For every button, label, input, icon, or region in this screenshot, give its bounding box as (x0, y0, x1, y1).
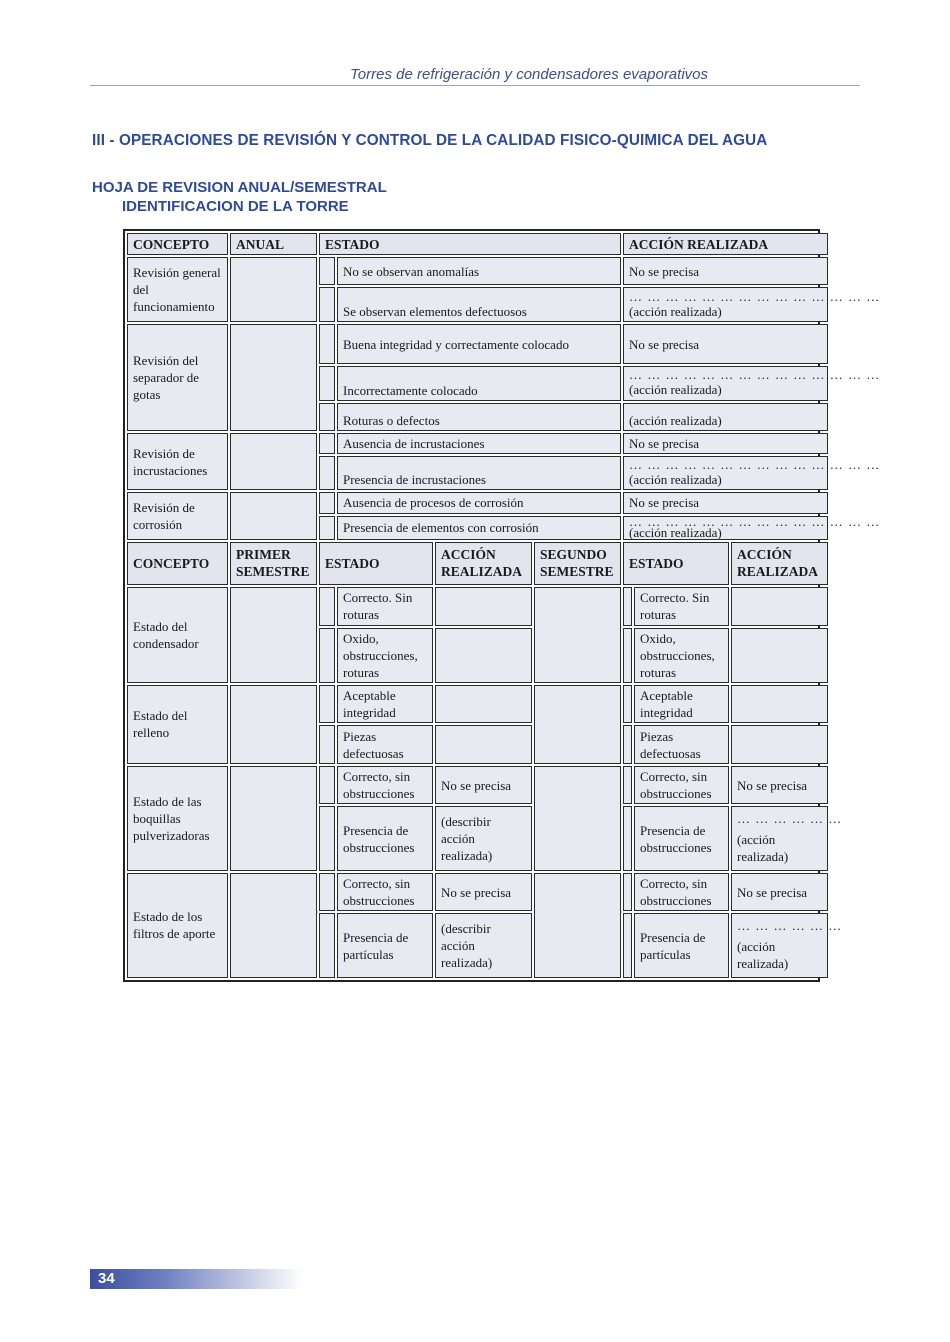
concept-cell: Revisión de corrosión (127, 492, 228, 539)
dotted-line: … … … … … … (737, 918, 843, 934)
accion1-cell[interactable] (435, 628, 532, 684)
estado2-cell: Correcto, sin obstrucciones (634, 766, 729, 804)
estado1-cell: Presencia de obstrucciones (337, 806, 433, 871)
segundo-semestre-cell[interactable] (534, 587, 621, 683)
check-box[interactable] (623, 685, 632, 723)
anual-cell[interactable] (230, 257, 317, 322)
segundo-semestre-cell[interactable] (534, 685, 621, 764)
estado1-cell: Oxido, obstrucciones, roturas (337, 628, 433, 684)
check-box[interactable] (319, 287, 335, 321)
primer-semestre-cell[interactable] (230, 873, 317, 978)
estado1-cell: Presencia de partículas (337, 913, 433, 978)
revision-table (125, 231, 881, 980)
estado2-cell: Aceptable integridad (634, 685, 729, 723)
accion-text: (acción realizada) (629, 382, 722, 398)
semester-header-row (127, 542, 828, 585)
estado2-cell: Oxido, obstrucciones, roturas (634, 628, 729, 684)
accion2-cell[interactable] (731, 628, 828, 684)
estado-cell: No se observan anomalías (337, 257, 621, 285)
concept-cell: Estado del relleno (127, 685, 228, 764)
check-box[interactable] (319, 324, 335, 364)
accion-text: No se precisa (737, 884, 808, 900)
accion1-cell[interactable] (435, 725, 532, 763)
check-box[interactable] (319, 806, 335, 871)
header-accion-1: ACCIÓN REALIZADA (435, 542, 532, 585)
header-estado-2: ESTADO (623, 542, 729, 585)
footer-page-bar (90, 1269, 302, 1289)
check-box[interactable] (319, 587, 335, 625)
check-box[interactable] (319, 766, 335, 804)
accion1-cell[interactable] (435, 587, 532, 625)
accion1-cell[interactable] (435, 685, 532, 723)
accion-text: No se precisa (629, 435, 700, 451)
accion1-cell[interactable]: (describir acción realizada) (435, 913, 532, 978)
accion-text: (acción realizada) (629, 524, 722, 540)
accion2-cell[interactable] (731, 587, 828, 625)
estado2-cell: Presencia de obstrucciones (634, 806, 729, 871)
dotted-line: … … … … … … … … … … … … … … (629, 288, 881, 304)
check-box[interactable] (319, 725, 335, 763)
dotted-line: … … … … … … … … … … … … … … (629, 367, 881, 383)
accion-cell[interactable] (623, 403, 828, 431)
accion2-cell[interactable] (731, 873, 828, 911)
estado-cell: Presencia de elementos con corrosión (337, 516, 621, 540)
header-anual: ANUAL (230, 233, 317, 255)
accion1-cell[interactable]: No se precisa (435, 766, 532, 804)
accion1-cell[interactable]: (describir acción realizada) (435, 806, 532, 871)
table-row (127, 685, 828, 723)
check-box[interactable] (319, 628, 335, 684)
sheet-title-main: HOJA DE REVISION ANUAL/SEMESTRAL (92, 179, 387, 196)
accion-text: No se precisa (737, 777, 808, 793)
check-box[interactable] (623, 725, 632, 763)
annual-header-row (127, 233, 828, 255)
table-row (127, 324, 828, 364)
estado-cell: Incorrectamente colocado (337, 366, 621, 400)
estado1-cell: Piezas defectuosas (337, 725, 433, 763)
dotted-line: … … … … … … … … … … … … … … (629, 513, 881, 529)
check-box[interactable] (319, 492, 335, 513)
estado2-cell: Presencia de partículas (634, 913, 729, 978)
check-box[interactable] (319, 433, 335, 454)
estado1-cell: Correcto, sin obstrucciones (337, 873, 433, 911)
estado1-cell: Aceptable integridad (337, 685, 433, 723)
check-box[interactable] (319, 913, 335, 978)
anual-cell[interactable] (230, 492, 317, 539)
estado-cell: Presencia de incrustaciones (337, 456, 621, 490)
accion2-cell[interactable] (731, 806, 843, 871)
header-estado-1: ESTADO (319, 542, 433, 585)
estado-cell: Se observan elementos defectuosos (337, 287, 621, 321)
check-box[interactable] (623, 806, 632, 871)
check-box[interactable] (319, 516, 335, 540)
concept-cell: Estado de las boquillas pulverizadoras (127, 766, 228, 871)
accion-cell[interactable] (623, 456, 881, 490)
estado-cell: Ausencia de procesos de corrosión (337, 492, 621, 513)
table-row (127, 587, 828, 625)
header-concepto-semestral: CONCEPTO (127, 542, 228, 585)
primer-semestre-cell[interactable] (230, 685, 317, 764)
dotted-line: … … … … … … … … … … … … … … (629, 457, 881, 473)
accion-text: No se precisa (629, 263, 700, 279)
header-accion-2: ACCIÓN REALIZADA (731, 542, 828, 585)
header-accion-realizada: ACCIÓN REALIZADA (623, 233, 828, 255)
accion2-cell[interactable] (731, 913, 843, 978)
accion-cell[interactable] (623, 287, 881, 321)
accion-cell[interactable] (623, 366, 881, 400)
check-box[interactable] (319, 873, 335, 911)
estado1-cell: Correcto. Sin roturas (337, 587, 433, 625)
accion-cell (623, 433, 828, 454)
running-header: Torres de refrigeración y condensadores evaporativos (90, 66, 860, 86)
check-box[interactable] (319, 403, 335, 431)
check-box[interactable] (623, 766, 632, 804)
segundo-semestre-cell[interactable] (534, 873, 621, 978)
sheet-title (92, 178, 387, 216)
concept-cell: Revisión general del funcionamiento (127, 257, 228, 322)
accion-text: (acción realizada) (629, 472, 722, 488)
check-box[interactable] (623, 587, 632, 625)
segundo-semestre-cell[interactable] (534, 766, 621, 871)
accion-cell (623, 492, 828, 513)
estado1-cell: Correcto, sin obstrucciones (337, 766, 433, 804)
accion-cell[interactable] (623, 513, 881, 540)
table-row (127, 257, 828, 285)
sheet-subtitle: IDENTIFICACION DE LA TORRE (122, 198, 349, 215)
header-segundo-semestre: SEGUNDO SEMESTRE (534, 542, 621, 585)
header-estado: ESTADO (319, 233, 621, 255)
check-box[interactable] (623, 628, 632, 684)
accion2-cell[interactable] (731, 766, 828, 804)
table-row (127, 873, 828, 911)
estado-cell: Ausencia de incrustaciones (337, 433, 621, 454)
estado2-cell: Correcto, sin obstrucciones (634, 873, 729, 911)
dotted-line: … … … … … … (737, 811, 843, 827)
accion-text: No se precisa (629, 336, 700, 352)
table-row (127, 433, 828, 454)
concept-cell: Revisión de incrustaciones (127, 433, 228, 491)
concept-cell: Estado del condensador (127, 587, 228, 683)
accion-cell (623, 257, 828, 285)
check-box[interactable] (319, 685, 335, 723)
check-box[interactable] (623, 873, 632, 911)
accion-text: No se precisa (629, 495, 700, 511)
check-box[interactable] (319, 257, 335, 285)
anual-cell[interactable] (230, 433, 317, 491)
estado2-cell: Piezas defectuosas (634, 725, 729, 763)
accion2-cell[interactable] (731, 685, 828, 723)
check-box[interactable] (623, 913, 632, 978)
concept-cell: Estado de los filtros de aporte (127, 873, 228, 978)
accion2-cell[interactable] (731, 725, 828, 763)
check-box[interactable] (319, 456, 335, 490)
accion-text: (acción realizada) (629, 303, 722, 319)
accion-text: (acción realizada) (629, 412, 722, 428)
accion-text: (acción realizada) (737, 832, 789, 865)
header-concepto: CONCEPTO (127, 233, 228, 255)
table-row (127, 766, 828, 804)
accion1-cell[interactable]: No se precisa (435, 873, 532, 911)
check-box[interactable] (319, 366, 335, 400)
section-title: III - OPERACIONES DE REVISIÓN Y CONTROL DE LA CALIDAD FISICO-QUIMICA DEL AGUA (92, 132, 768, 149)
revision-table-frame (123, 229, 881, 982)
accion-text: (acción realizada) (737, 939, 789, 972)
estado2-cell: Correcto. Sin roturas (634, 587, 729, 625)
page-number: 34 (98, 1270, 115, 1287)
primer-semestre-cell[interactable] (230, 587, 317, 683)
header-primer-semestre: PRIMER SEMESTRE (230, 542, 317, 585)
primer-semestre-cell[interactable] (230, 766, 317, 871)
accion-cell (623, 324, 828, 364)
estado-cell: Roturas o defectos (337, 403, 621, 431)
concept-cell: Revisión del separador de gotas (127, 324, 228, 431)
anual-cell[interactable] (230, 324, 317, 431)
estado-cell: Buena integridad y correctamente colocado (337, 324, 621, 364)
table-row (127, 492, 828, 513)
